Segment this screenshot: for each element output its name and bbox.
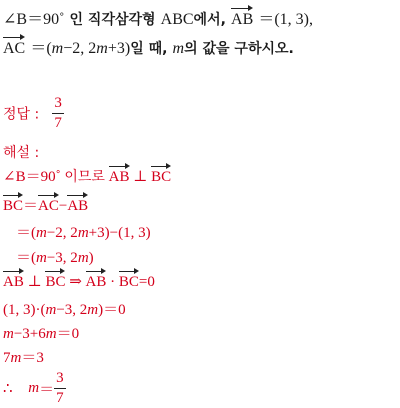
answer-numerator: 3 bbox=[52, 96, 64, 114]
solution-line-7 bbox=[3, 322, 79, 343]
solution-line-3 bbox=[16, 221, 151, 242]
perp-symbol: ⊥ bbox=[27, 274, 42, 290]
solution-line-1 bbox=[3, 165, 171, 186]
problem-text: 의 값을 구하시오. bbox=[184, 41, 294, 57]
answer-fraction bbox=[52, 96, 64, 131]
var-m: m bbox=[36, 250, 47, 266]
therefore-symbol: ∴ bbox=[3, 381, 13, 397]
math-text: −3, 2 bbox=[46, 250, 78, 266]
solution-line-6 bbox=[3, 298, 126, 319]
vector-bc: BC bbox=[3, 194, 23, 215]
math-text: −2, 2 bbox=[63, 40, 97, 57]
var-m: m bbox=[36, 225, 47, 241]
math-text: (1, 3)·( bbox=[3, 302, 46, 318]
implies-symbol: ⇒ bbox=[69, 274, 82, 290]
problem-line-1 bbox=[3, 6, 313, 29]
solution-line-4 bbox=[16, 246, 94, 267]
answer-row bbox=[3, 96, 64, 131]
var-m: m bbox=[87, 302, 99, 318]
dot-product-symbol: · bbox=[110, 274, 116, 290]
math-text: ＝3 bbox=[21, 350, 44, 366]
solution-text: 이므로 bbox=[64, 169, 105, 185]
vector-ab: AB bbox=[3, 270, 24, 291]
var-m: m bbox=[45, 326, 57, 342]
math-text: 7 bbox=[3, 350, 11, 366]
problem-text: 인 직각삼각형 bbox=[69, 12, 156, 28]
var-m: m bbox=[172, 40, 185, 57]
var-m: m bbox=[45, 302, 57, 318]
math-text: ) bbox=[88, 250, 94, 266]
var-m: m bbox=[10, 350, 22, 366]
answer-denominator: 7 bbox=[54, 115, 62, 131]
var-m: m bbox=[77, 225, 89, 241]
vector-ab: AB bbox=[86, 270, 107, 291]
perp-symbol: ⊥ bbox=[133, 169, 148, 185]
vector-ab: AB bbox=[109, 165, 130, 186]
math-text: +3)−(1, 3) bbox=[88, 225, 151, 241]
vector-ab: AB bbox=[231, 7, 253, 29]
solution-line-8 bbox=[3, 346, 44, 367]
vector-bc: BC bbox=[151, 165, 171, 186]
result-denominator: 7 bbox=[56, 390, 64, 406]
math-text: ＝0 bbox=[56, 326, 80, 342]
var-m: m bbox=[3, 326, 14, 342]
math-text: −2, 2 bbox=[46, 225, 78, 241]
result-numerator: 3 bbox=[54, 371, 66, 389]
solution-line-2 bbox=[3, 194, 88, 215]
math-text: +3) bbox=[107, 40, 131, 57]
vector-bc: BC bbox=[119, 270, 139, 291]
math-text: )＝0 bbox=[98, 302, 126, 318]
vector-ab: AB bbox=[67, 194, 88, 215]
vector-bc: BC bbox=[45, 270, 65, 291]
var-m: m bbox=[96, 40, 108, 57]
result-fraction bbox=[54, 371, 66, 406]
triangle-name: ABC bbox=[160, 11, 194, 28]
math-text: −3+6 bbox=[13, 326, 46, 342]
problem-text: 에서, bbox=[193, 12, 226, 28]
var-m: m bbox=[77, 250, 89, 266]
solution-line-9 bbox=[3, 371, 66, 406]
var-m: m bbox=[51, 40, 64, 57]
var-m: m bbox=[28, 380, 40, 396]
math-text: −3, 2 bbox=[56, 302, 88, 318]
math-text: ＝( bbox=[16, 225, 36, 241]
math-text: =0 bbox=[138, 274, 155, 290]
math-text: ＝( bbox=[16, 250, 36, 266]
math-text: − bbox=[58, 198, 68, 214]
vector-value: ＝(1, 3), bbox=[258, 11, 314, 28]
vector-ac: AC bbox=[3, 36, 25, 58]
angle-condition: ∠B＝90˚ bbox=[3, 11, 65, 28]
solution-label: 해설 : bbox=[3, 145, 40, 161]
answer-label: 정답 : bbox=[3, 106, 40, 123]
math-text: ＝ bbox=[23, 198, 39, 214]
angle-condition: ∠B＝90˚ bbox=[3, 169, 61, 185]
problem-line-2 bbox=[3, 35, 294, 58]
solution-line-5 bbox=[3, 270, 155, 291]
math-text: ＝( bbox=[30, 40, 52, 57]
problem-text: 일 때, bbox=[130, 41, 168, 57]
math-text: ＝ bbox=[39, 382, 55, 398]
vector-ac: AC bbox=[38, 194, 59, 215]
